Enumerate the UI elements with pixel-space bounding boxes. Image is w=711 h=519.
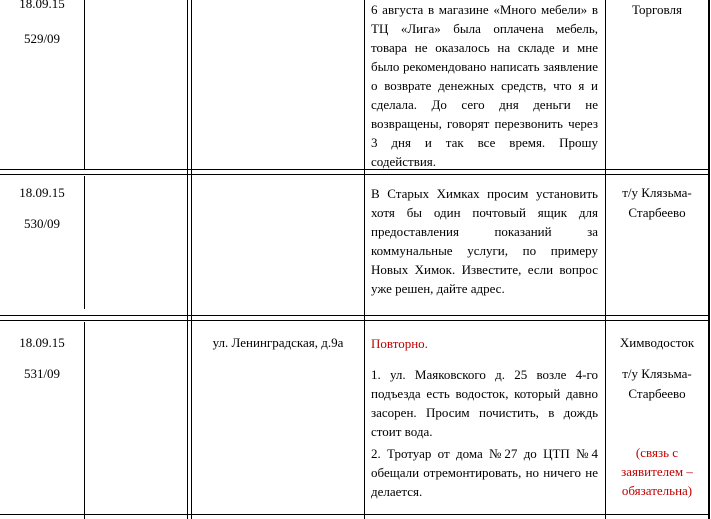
row-responsible: т/у Клязьма-Старбеево (622, 185, 692, 220)
row-date: 18.09.15 (19, 335, 65, 350)
grid-horizontal-row2-row3 (0, 315, 710, 316)
row-request-item-2: 2. Тротуар от дома №27 до ЦТП №4 обещали отремонтировать, но ничего не делается. (371, 446, 598, 499)
grid-vertical-1 (84, 176, 85, 309)
grid-vertical-1 (84, 322, 85, 519)
row-date: 18.09.15 (19, 0, 65, 11)
grid-vertical-2b (191, 0, 192, 519)
row-address: ул. Ленинградская, д.9а (212, 335, 344, 350)
row-request-text: 6 августа в магазине «Много мебели» в ТЦ «Лига» была оплачена мебель, товара не оказалось на складе и мне было рекомендовано написать заявление о возврате денежных средств, что я и сделала. До сего дня деньги не возвращены, говорят перезвонить через 3 дня и так все время. Прошу содействия. (371, 2, 598, 169)
grid-horizontal-row1-row2 (0, 174, 710, 175)
row-number: 531/09 (23, 366, 61, 381)
row-number: 529/09 (23, 31, 61, 46)
grid-vertical-3 (364, 0, 365, 519)
row-responsible-note: (связь с заявителем – обязательна) (621, 445, 693, 498)
grid-vertical-5 (708, 0, 710, 519)
row-request-text: В Старых Химках просим установить хотя бы один почтовый ящик для предоставления показаний за коммунальные услуги, по примеру Новых Химок. Известите, если вопрос уже решен, дайте адрес. (371, 186, 598, 296)
row-date: 18.09.15 (19, 185, 65, 200)
row-request-flag: Повторно. (371, 336, 428, 351)
grid-vertical-1 (84, 0, 85, 170)
row-responsible: Химводосток (619, 335, 695, 350)
row-responsible-secondary: т/у Клязьма-Старбеево (622, 366, 692, 401)
grid-horizontal-row2-row3 (0, 320, 710, 321)
row-responsible: Торговля (632, 2, 682, 17)
grid-vertical-4 (605, 0, 606, 519)
grid-horizontal-bottom (0, 514, 710, 515)
row-number: 530/09 (23, 216, 61, 231)
grid-vertical-2 (187, 0, 188, 519)
grid-horizontal-row1-row2 (0, 169, 710, 170)
row-request-item-1: 1. ул. Маяковского д. 25 возле 4-го подъезда есть водосток, который давно засорен. Просим почистить, в дождь стоит вода. (371, 367, 598, 439)
